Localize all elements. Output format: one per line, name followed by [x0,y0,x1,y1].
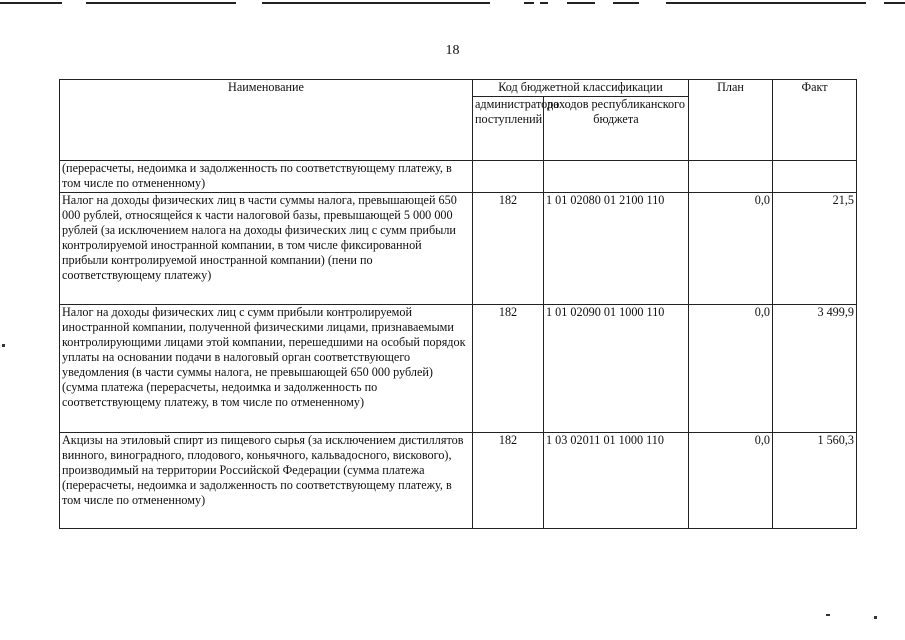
scan-speck [874,616,877,619]
page-number: 18 [445,43,460,58]
scan-edge-line [567,2,595,4]
row-fact: 3 499,9 [773,305,857,433]
row-fact: 21,5 [773,193,857,305]
row-fact [773,161,857,193]
scan-edge-line [540,2,548,4]
row-admin-code: 182 [473,433,544,529]
header-row [60,80,857,97]
row-admin-code [473,161,544,193]
table-row [60,305,857,433]
row-budget-code: 1 03 02011 01 1000 110 [544,433,689,529]
row-admin-code: 182 [473,193,544,305]
scan-speck [826,614,830,616]
scan-edge-line [86,2,236,4]
table-row [60,161,857,193]
row-budget-code [544,161,689,193]
header-fact: Факт [773,80,857,161]
scan-edge-line [0,2,62,4]
header-income: доходов республиканского бюджета [544,97,689,161]
row-plan: 0,0 [689,433,773,529]
row-admin-code: 182 [473,305,544,433]
row-plan [689,161,773,193]
scan-edge-line [262,2,490,4]
scan-speck [2,344,5,347]
scan-edge-line [524,2,534,4]
scan-edge-line [613,2,639,4]
table-row [60,433,857,529]
header-name: Наименование [60,80,473,161]
header-admin: администратора поступлений [473,97,544,161]
row-name: Налог на доходы физических лиц с сумм прибыли контролируемой иностранной компании, полученной физическими лицами, признаваемыми контролирующими лицами этой компании, перешедшими на особый порядок уплаты на основании подачи в налоговый орган соответствующего уведомления (в части суммы налога, не превышающей 650 000 рублей) (сумма платежа (перерасчеты, недоимка и задолженность по соответствующему платежу, в том числе по отмененному) [60,305,473,433]
row-fact: 1 560,3 [773,433,857,529]
header-plan: План [689,80,773,161]
scan-edge-line [884,2,905,4]
row-name: (перерасчеты, недоимка и задолженность по соответствующему платежу, в том числе по отмененному) [60,161,473,193]
row-name: Акцизы на этиловый спирт из пищевого сырья (за исключением дистиллятов винного, виноградного, плодового, коньячного, кальвадосного, вискового), производимый на территории Российской Федерации (сумма платежа (перерасчеты, недоимка и задолженность по соответствующему платежу, в том числе по отмененному) [60,433,473,529]
row-name: Налог на доходы физических лиц в части суммы налога, превышающей 650 000 рублей, относящейся к части налоговой базы, превышающей 5 000 000 рублей (за исключением налога на доходы физических лиц с сумм прибыли контролируемой иностранной компании, в том числе фиксированной прибыли контролируемой иностранной компании) (пени по соответствующему платежу) [60,193,473,305]
table-row [60,193,857,305]
row-plan: 0,0 [689,193,773,305]
row-budget-code: 1 01 02080 01 2100 110 [544,193,689,305]
scan-edge-line [666,2,866,4]
row-plan: 0,0 [689,305,773,433]
header-code-group: Код бюджетной классификации [473,80,689,97]
budget-table [59,79,857,529]
row-budget-code: 1 01 02090 01 1000 110 [544,305,689,433]
